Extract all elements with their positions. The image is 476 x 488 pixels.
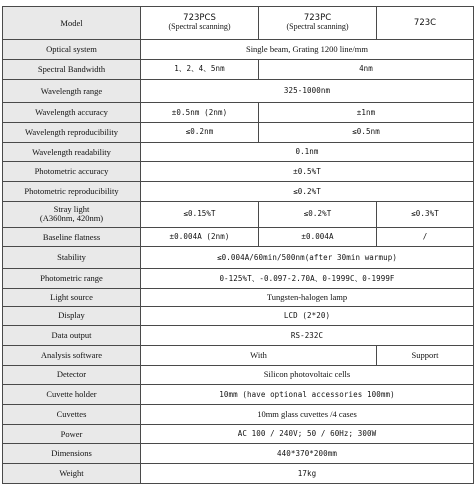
table-row [3,385,474,405]
row-value: ≤0.5nm [259,123,474,143]
row-label: Dimensions [3,444,141,464]
row-value: ≤0.2%T [141,182,474,202]
row-value: ±0.5nm (2nm) [141,103,259,123]
stray-light-label: Stray light [53,204,90,215]
row-value: ≤0.3%T [377,201,474,227]
table-row [3,79,474,103]
table-row [3,365,474,385]
table-row [3,464,474,484]
row-value: ≤0.004A/60min/500nm(after 30min warmup) [141,247,474,269]
row-value: 0-125%T、-0.097-2.70A、0-1999C、0-1999F [141,269,474,289]
model-723pc-header [259,7,377,40]
row-value: ±0.004A (2nm) [141,227,259,247]
table-row [3,424,474,444]
row-value: AC 100 / 240V; 50 / 60Hz; 300W [141,424,474,444]
row-label: Photometric accuracy [3,162,141,182]
table-row [3,162,474,182]
row-label [3,201,141,227]
row-value: ≤0.15%T [141,201,259,227]
row-value: / [377,227,474,247]
row-value: 4nm [259,59,474,79]
table-row [3,306,474,326]
row-value: LCD (2*20) [141,306,474,326]
row-label: Wavelength accuracy [3,103,141,123]
row-label: Wavelength range [3,79,141,103]
row-value: Tungsten-halogen lamp [141,288,474,306]
table-row [3,247,474,269]
row-value: Silicon photovoltaic cells [141,365,474,385]
row-value: 1、2、4、5nm [141,59,259,79]
model-name: 723PCS [183,13,216,24]
row-value: 10mm glass cuvettes /4 cases [141,404,474,424]
model-723pcs-header [141,7,259,40]
table-row [3,40,474,60]
row-value: ±0.004A [259,227,377,247]
model-723c-header [377,7,474,40]
table-row [3,326,474,346]
row-label: Wavelength reproducibility [3,123,141,143]
table-row [3,123,474,143]
row-label: Display [3,306,141,326]
model-name: 723PC [303,13,332,24]
row-label: Cuvettes [3,404,141,424]
table-row [3,142,474,162]
model-subtitle: (Spectral scanning) [286,22,349,32]
row-value: ≤0.2nm [141,123,259,143]
table-row [3,288,474,306]
row-value: ≤0.2%T [259,201,377,227]
header-row [3,7,474,40]
row-value: With [141,345,377,365]
row-label: Power [3,424,141,444]
row-value: Support [377,345,474,365]
table-row [3,227,474,247]
table-row [3,345,474,365]
table-row [3,103,474,123]
row-label: Photometric reproducibility [3,182,141,202]
row-label: Stability [3,247,141,269]
table-row [3,182,474,202]
row-label: Cuvette holder [3,385,141,405]
row-value: 325-1000nm [141,79,474,103]
row-label: Wavelength readability [3,142,141,162]
row-value: 0.1nm [141,142,474,162]
row-label: Detector [3,365,141,385]
stray-light-sublabel: (A360nm, 420nm) [39,213,104,224]
row-value: 10mm (have optional accessories 100mm) [141,385,474,405]
model-label: Model [3,7,141,40]
table-row [3,201,474,227]
row-value: 17kg [141,464,474,484]
row-value: Single beam, Grating 1200 line/mm [141,40,474,60]
row-value: ±0.5%T [141,162,474,182]
table-row [3,59,474,79]
table-row [3,444,474,464]
table-row [3,269,474,289]
row-value: 440*370*200mm [141,444,474,464]
specification-table [2,6,474,484]
row-label: Analysis software [3,345,141,365]
row-label: Light source [3,288,141,306]
row-label: Spectral Bandwidth [3,59,141,79]
row-value: RS-232C [141,326,474,346]
row-value: ±1nm [259,103,474,123]
model-name: 723C [413,17,437,28]
row-label: Data output [3,326,141,346]
row-label: Weight [3,464,141,484]
row-label: Baseline flatness [3,227,141,247]
row-label: Photometric range [3,269,141,289]
table-row [3,404,474,424]
model-subtitle: (Spectral scanning) [168,22,231,32]
row-label: Optical system [3,40,141,60]
